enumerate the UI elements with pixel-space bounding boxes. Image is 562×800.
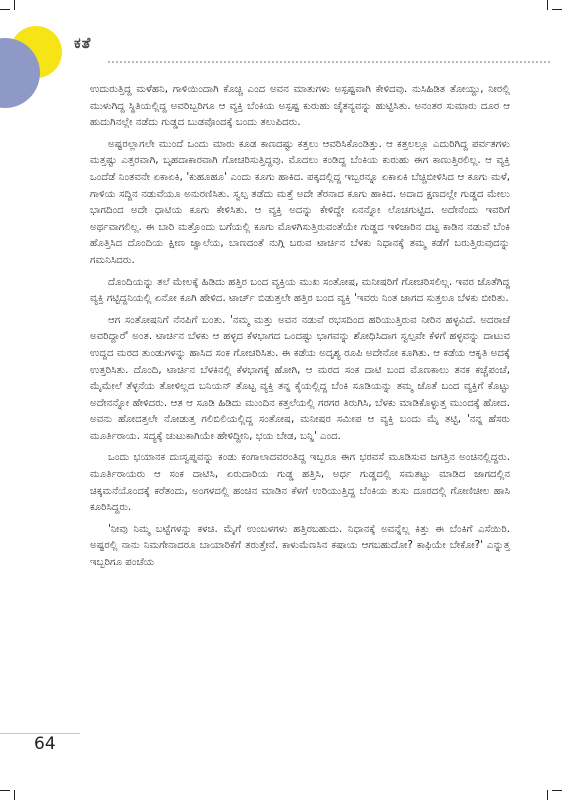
crop-mark [0,9,10,10]
paragraph: ಉದುರುತ್ತಿದ್ದ ಮಳೆಹನಿ, ಗಾಳಿಯಿಂದಾಗಿ ಕೊಚ್ಚಿ ಎಂದ ಅವನ ಮಾತುಗಳು ಅಸ್ಪಷ್ಟವಾಗಿ ಕೇಳಿದವು. ನುಸಿಹಿಡಿತ ತೋಯ್ದು, ನೀರಲ್ಲಿ ಮುಳುಗಿದ್ದ ಸ್ಥಿತಿಯಲ್ಲಿದ್ದ ಅವರಿಬ್ಬರಿಗೂ ಆ ವ್ಯಕ್ತಿ ಬೆಂಕಿಯ ಅಸ್ಪಷ್ಟ ಕುರುಹು ಚೈತನ್ಯವನ್ನು ಹುಟ್ಟಿಸಿತು. ಅನಂತರ ಸುಮಾರು ದೂರ ಆ ಹುದುಗಿನಲ್ಲೇ ನಡೆದು ಗುಡ್ಡದ ಬುಡವೊಂದಕ್ಕೆ ಬಂದು ತಲುಪಿದರು. [90,84,510,129]
crop-mark [14,790,15,800]
crop-mark [547,790,548,800]
crop-mark [14,0,15,10]
page-number: 64 [34,734,56,754]
paragraph: ದೊಂದಿಯನ್ನು ತಲೆ ಮೇಲಕ್ಕೆ ಹಿಡಿದು ಹತ್ತಿರ ಬಂದ ವ್ಯಕ್ತಿಯ ಮುಖ ಸಂತೋಷ, ಮನೀಷರಿಗೆ ಗೋಚರಿಸಲಿಲ್ಲ. ಇವರ ಜೊತೆಗಿದ್ದ ವ್ಯಕ್ತಿ ಗಟ್ಟಿದ್ದನಿಯಲ್ಲಿ ಏನೋ ಕೂಗಿ ಹೇಳಿದ. ಟಾರ್ಚ್ ಬಿಡುತ್ತಲೇ ಹತ್ತಿರ ಬಂದ ವ್ಯಕ್ತಿ 'ಇವರು ನಿಂತ ಜಾಗದ ಸುತ್ತಲೂ ಬೆಳಕು ಬೀರಿತು. [90,276,510,305]
paragraph: 'ನೀವು ನಿಮ್ಮ ಬಟ್ಟೆಗಳನ್ನು ಕಳಚಿ. ಮೈಗೆ ಉಂಬಳಗಳು ಹತ್ತಿರಬಹುದು. ನಿಧಾನಕ್ಕೆ ಅವನ್ನೆಲ್ಲ ಕಿತ್ತು ಈ ಬೆಂಕಿಗೆ ಎಸೆಯಿರಿ. ಅಷ್ಟರಲ್ಲಿ ನಾನು ನಿಮಗೇನಾದರೂ ಬಾಯಾರಿಕೆಗೆ ತರುತ್ತೇನೆ. ಕಾಳುಮೆಣಸಿನ ಕಷಾಯ ಆಗಬಹುದೋ? ಕಾಫಿಯೇ ಬೇಕೋ?' ಎನ್ನುತ್ತ ಇಬ್ಬರಿಗೂ ಪಂಚೆಯ [90,523,510,569]
paragraph: ಆಗ ಸಂತೋಷನಿಗೆ ನೆನಪಿಗೆ ಬಂತು. 'ನಮ್ಮ ಮತ್ತು ಅವನ ನಡುವೆ ರಭಸದಿಂದ ಹರಿಯುತ್ತಿರುವ ನೀರಿನ ಹಳ್ಳವಿದೆ. ಅದರಾಚೆ ಅವರಿದ್ದಾರೆ' ಅಂತ. ಟಾರ್ಚಿನ ಬೆಳಕು ಆ ಹಳ್ಳದ ಕೆಳಭಾಗದ ಒಂದಷ್ಟು ಭಾಗವನ್ನು ಶೋಧಿಸಿದಾಗ ಸ್ವಲ್ಪವೇ ಕೆಳಗೆ ಹಳ್ಳವನ್ನು ದಾಟುವ ಉದ್ದದ ಮರದ ತುಂಡುಗಳನ್ನು ಹಾಸಿದ ಸಂಕ ಗೋಚರಿಸಿತು. ಈ ಕಡೆಯ ಅದೃಶ್ಯ ರೂಪಿ ಅದೇನೋ ಕೂಗಿತು. ಆ ಕಡೆಯ ಆಕೃತಿ ಅದಕ್ಕೆ ಉತ್ತರಿಸಿತು. ದೊಂದಿ, ಟಾರ್ಚಿನ ಬೆಳಕಿನಲ್ಲಿ ಕೆಳಭಾಗಕ್ಕೆ ಹೋಗಿ, ಆ ಮರದ ಸಂಕ ದಾಟಿ ಬಂದ ಮೊಣಕಾಲು ತನಕ ಕಚ್ಚೆಪಂಚೆ, ಮೈಮೇಲೆ ತೆಳ್ಳನೆಯ ತೋಳಿಲ್ಲದ ಬನಿಯನ್ ತೊಟ್ಟ ವ್ಯಕ್ತಿ ತನ್ನ ಕೈಯಲ್ಲಿದ್ದ ಬೆಂಕಿ ಸೂಡಿಯನ್ನು ತಮ್ಮ ಜೊತೆ ಬಂದ ವ್ಯಕ್ತಿಗೆ ಕೊಟ್ಟು ಅದೇನನ್ನೋ ಹೇಳಿದರು. ಆತ ಆ ಸೂಡಿ ಹಿಡಿದು ಮುಂದಿನ ಕತ್ತಲೆಯಲ್ಲಿ ಗರಗರ ತಿರುಗಿಸಿ, ಬೆಳಕು ಮಾಡಿಕೊಳ್ಳುತ್ತ ಮುಂದಕ್ಕೆ ಹೋದ. ಅವನು ಹೋದತ್ತಲೇ ನೋಡುತ್ತ ಗಲಿಬಿಲಿಯಲ್ಲಿದ್ದ ಸಂತೋಷ, ಮನೀಷರ ಸಮೀಪ ಆ ವ್ಯಕ್ತಿ ಬಂದು ಮೈ ತಟ್ಟಿ, 'ನನ್ನ ಹೆಸರು ಮೂರ್ತಿರಾಯ. ಸದ್ಯಕ್ಕೆ ಚುಟುಕಾಗಿಯೇ ಹೇಳಿದ್ದೀನಿ, ಭಯ ಬೇಡ, ಬನ್ನಿ' ಎಂದ. [90,314,510,442]
crop-mark [552,790,562,791]
paragraph: ಒಂದು ಭಯಾನಕ ದುಃಸ್ವಪ್ನವನ್ನು ಕಂಡು ಕಂಗಾಲಾದವರಂತಿದ್ದ ಇಬ್ಬರೂ ಈಗ ಭರವಸೆ ಮೂಡಿಸುವ ಜಗತ್ತಿನ ಅಂಚಿನಲ್ಲಿದ್ದರು. ಮೂರ್ತಿರಾಯರು ಆ ಸಂಕ ದಾಟಿಸಿ, ಏರುದಾರಿಯ ಗುಡ್ಡ ಹತ್ತಿಸಿ, ಅರ್ಧ ಗುಡ್ಡದಲ್ಲಿ ಸಮತಟ್ಟು ಮಾಡಿದ ಜಾಗದಲ್ಲಿನ ಚಿಕ್ಕಮನೆಯೊಂದಕ್ಕೆ ಕರೆತಂದು, ಅಂಗಳದಲ್ಲಿ ಹಂಚಿನ ಮಾಡಿನ ಕೆಳಗೆ ಉರಿಯುತ್ತಿದ್ದ ಬೆಂಕಿಯ ತುಸು ದೂರದಲ್ಲಿ ಗೋಣಿಚೀಲ ಹಾಸಿ ಕೂರಿಸಿದ್ದರು. [90,452,510,514]
section-title: ಕತೆ [74,34,92,52]
crop-mark [552,9,562,10]
header-dotted-divider [108,61,550,63]
crop-mark [0,790,10,791]
story-body [90,82,510,577]
paragraph: ಅಷ್ಟರಲ್ಲಾಗಲೇ ಮುಂದೆ ಒಂದು ಮಾರು ಕೂಡ ಕಾಣದಷ್ಟು ಕತ್ತಲು ಆವರಿಸಿಕೊಂಡಿತ್ತು. ಆ ಕತ್ತಲಲ್ಲೂ ಎದುರಿಗಿದ್ದ ಪರ್ವತಗಳು ಮತ್ತಷ್ಟು ಎತ್ತರವಾಗಿ, ಬೃಹದಾಕಾರವಾಗಿ ಗೋಚರಿಸುತ್ತಿದ್ದವು. ಮೊದಲು ಕಂಡಿದ್ದ ಬೆಂಕಿಯ ಕುರುಹು ಈಗ ಕಾಣುತ್ತಿರಲಿಲ್ಲ. ಆ ವ್ಯಕ್ತಿ ಒಂದೆಡೆ ನಿಂತವನೇ ಏಕಾಏಕಿ, 'ಕುಹೂಹೂ' ಎಂದು ಕೂಗು ಹಾಕಿದ. ಪಕ್ಕದಲ್ಲಿದ್ದ ಇಬ್ಬರನ್ನೂ ಏಕಾಏಕಿ ಬೆಚ್ಚಿಬೀಳಿಸಿದ ಆ ಕೂಗು ಮಳೆ, ಗಾಳಿಯ ಸದ್ದಿನ ನಡುವೆಯೂ ಅನುರಣಿಸಿತು. ಸ್ವಲ್ಪ ತಡೆದು ಮತ್ತೆ ಅದೇ ತೆರನಾದ ಕೂಗು ಹಾಕಿದ. ಅದಾದ ಕ್ಷಣದಲ್ಲೇ ಗುಡ್ಡದ ಮೇಲು ಭಾಗದಿಂದ ಅದೇ ಧಾಟಿಯ ಕೂಗು ಕೇಳಿಸಿತು. ಆ ವ್ಯಕ್ತಿ ಅದನ್ನು ಕೇಳಿದ್ದೇ ಏನನ್ನೋ ಲೊಚಗುಟ್ಟಿದ. ಅದೇನೆಂದು ಇವರಿಗೆ ಅರ್ಥವಾಗಲಿಲ್ಲ. ಈ ಬಾರಿ ಮತ್ತೊಂದು ಬಗೆಯಲ್ಲಿ ಕೂಗು ಮೊಳಗಿಸುತ್ತಿರುವಂತೆಯೇ ಗುಡ್ಡದ ಇಳಿಜಾರಿನ ದಟ್ಟ ಕಾಡಿನ ನಡುವೆ ಬೆಂಕಿ ಹೊತ್ತಿಸಿದ ದೊಂದಿಯ ಕ್ಷೀಣ ಜ್ವಾಲೆಯ, ಬಾಣದಂತೆ ನುಗ್ಗಿ ಬರುವ ಟಾರ್ಚಿನ ಬೆಳಕು ನಿಧಾನಕ್ಕೆ ತಮ್ಮ ಕಡೆಗೆ ಬರುತ್ತಿರುವುದನ್ನು ಗಮನಿಸಿದರು. [90,138,510,266]
crop-mark [547,0,548,10]
